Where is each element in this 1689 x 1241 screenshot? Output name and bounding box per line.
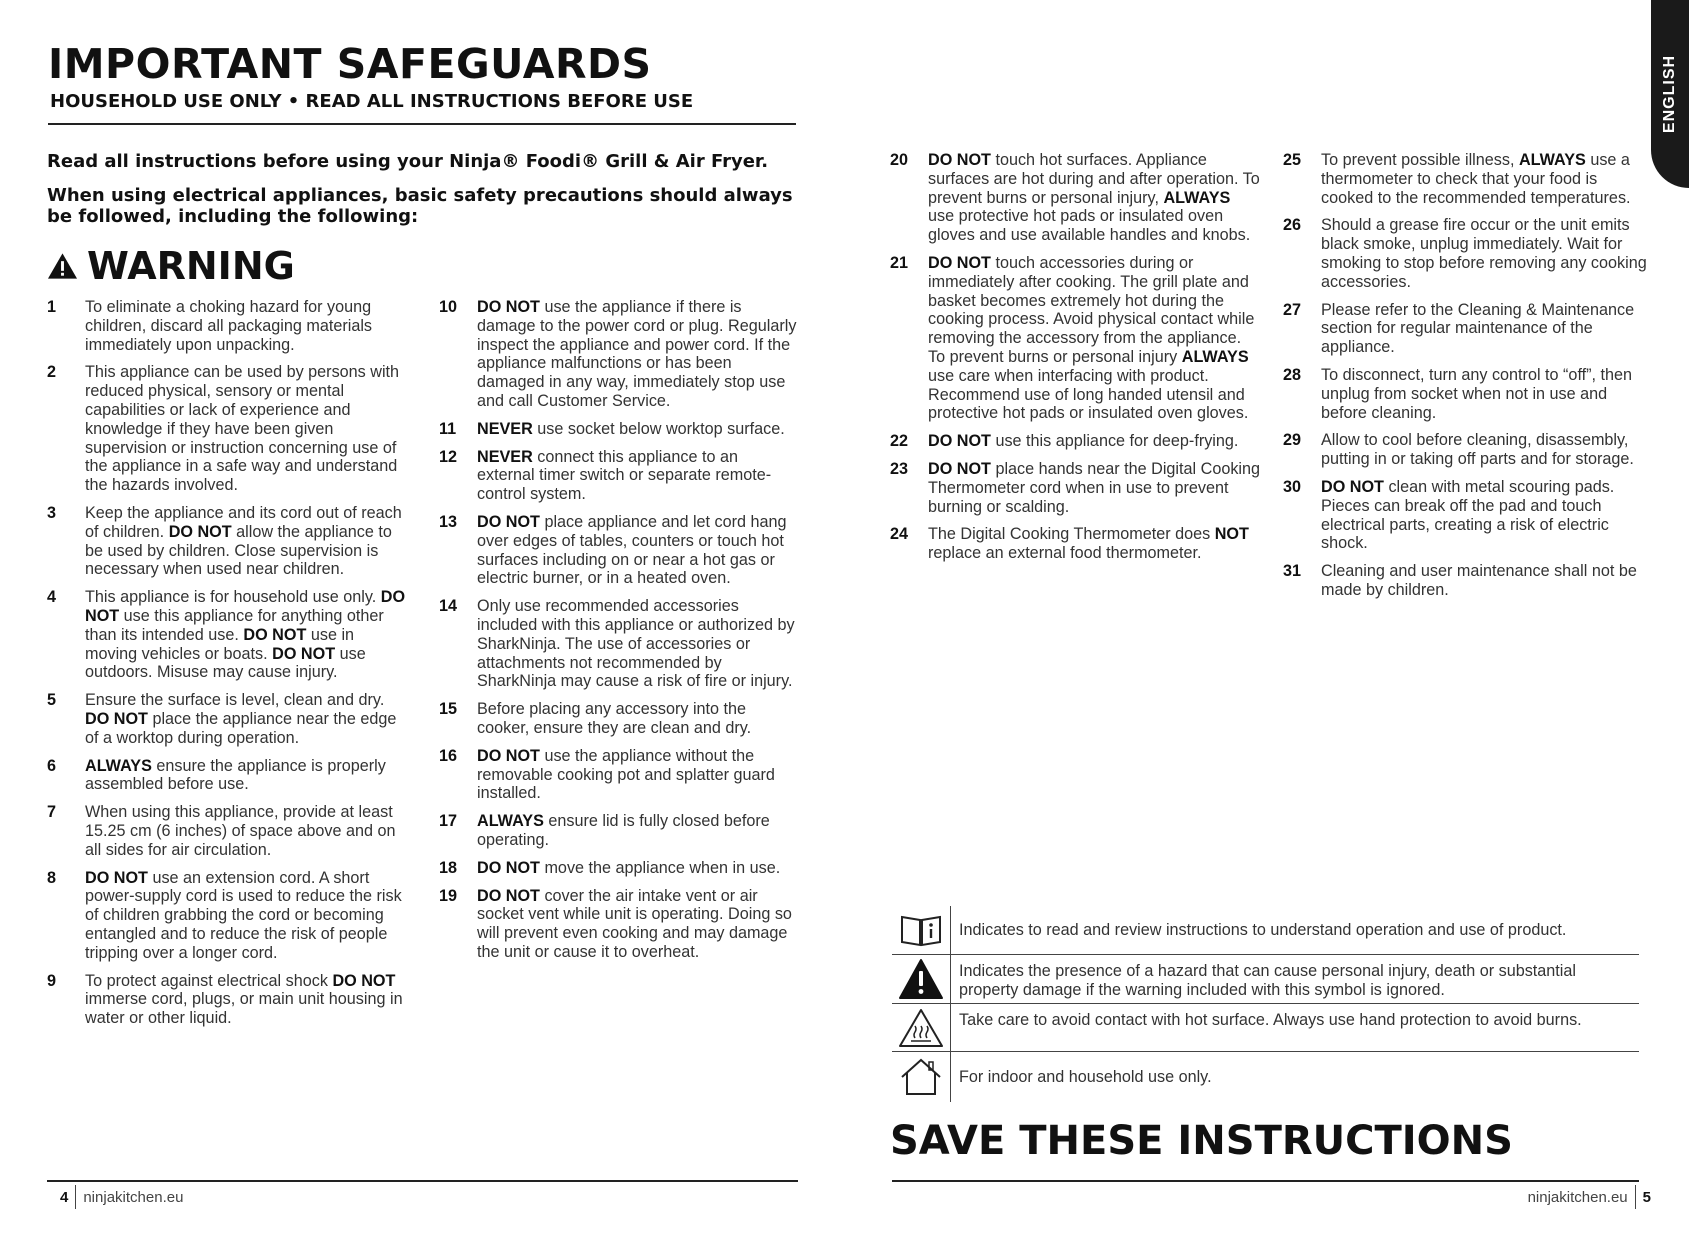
- item-text: This appliance is for household use only. DO NOT use this appliance for anything other than its intended use. DO NOT use in moving vehicles or boats. DO NOT use outdoors. Misuse may cause injury.: [85, 588, 406, 682]
- footer-right: [1528, 1185, 1651, 1209]
- safeguard-item: [439, 298, 799, 411]
- item-number: 13: [439, 512, 458, 531]
- left-page: [0, 0, 844, 1241]
- safeguard-item: [1283, 301, 1653, 357]
- item-number: 27: [1283, 300, 1302, 319]
- item-text: To disconnect, turn any control to “off”, then unplug from socket when not in use and before cleaning.: [1321, 365, 1633, 422]
- item-number: 4: [47, 588, 57, 607]
- safeguard-item: [47, 298, 407, 354]
- safeguard-item: [890, 151, 1260, 245]
- item-number: 29: [1283, 431, 1302, 450]
- language-tab-label: ENGLISH: [1661, 54, 1678, 134]
- footer-separator: [1635, 1185, 1636, 1209]
- safeguard-item: [890, 432, 1260, 451]
- safeguard-column-2: [439, 298, 799, 971]
- item-number: 9: [47, 971, 57, 990]
- safeguard-item: [439, 597, 799, 691]
- symbol-icon-cell: [892, 906, 951, 954]
- item-number: 31: [1283, 562, 1302, 581]
- item-number: 11: [439, 419, 457, 438]
- safeguard-item: [439, 700, 799, 738]
- item-text: DO NOT place appliance and let cord hang over edges of tables, counters or touch hot surfaces including on or near a hot gas or electric burner, or in a heated oven.: [477, 512, 787, 588]
- item-text: DO NOT use an extension cord. A short power-supply cord is used to reduce the risk of children grabbing the cord or becoming entangled and to reduce the risk of people tripping over a longer cord.: [85, 868, 402, 962]
- safeguard-item: [47, 588, 407, 682]
- page-subtitle: HOUSEHOLD USE ONLY • READ ALL INSTRUCTIONS BEFORE USE: [50, 91, 694, 112]
- language-tab: [1651, 0, 1689, 188]
- save-instructions-title: SAVE THESE INSTRUCTIONS: [890, 1118, 1513, 1164]
- item-text: DO NOT touch hot surfaces. Appliance surfaces are hot during and after operation. To prevent burns or personal injury, ALWAYS use protective hot pads or insulated oven gloves and use available handles and knobs.: [928, 151, 1260, 245]
- item-number: 2: [47, 363, 57, 382]
- safeguard-item: [439, 859, 799, 878]
- intro-text-1: Read all instructions before using your Ninja® Foodi® Grill & Air Fryer.: [47, 151, 769, 172]
- symbol-icon-cell: [892, 1052, 951, 1102]
- warning-title: WARNING: [87, 244, 295, 288]
- item-text: ALWAYS ensure lid is fully closed before operating.: [477, 812, 770, 849]
- item-number: 25: [1283, 151, 1302, 169]
- symbol-description: Indicates to read and review instructions to understand operation and use of product.: [959, 921, 1567, 939]
- item-text: DO NOT move the appliance when in use.: [477, 858, 781, 877]
- item-text: Should a grease fire occur or the unit emits black smoke, unplug immediately. Wait for smoking to stop before removing any cooking accessories.: [1321, 216, 1647, 291]
- safeguard-item: [439, 420, 799, 439]
- safeguard-item: [47, 869, 407, 963]
- item-text: DO NOT use the appliance if there is damage to the power cord or plug. Regularly inspect the appliance and power cord. If the appliance malfunctions or has been damaged in any way, immediately stop use and call Customer Service.: [477, 298, 797, 410]
- page-number: 5: [1642, 1188, 1651, 1206]
- symbol-description: Indicates the presence of a hazard that can cause personal injury, death or substantial property damage if the warning included with this symbol is ignored.: [959, 962, 1577, 999]
- divider: [48, 123, 796, 125]
- item-number: 3: [47, 503, 57, 522]
- item-text: Cleaning and user maintenance shall not be made by children.: [1321, 562, 1637, 599]
- item-number: 1: [47, 298, 57, 316]
- item-number: 20: [890, 151, 909, 169]
- item-text: Before placing any accessory into the cooker, ensure they are clean and dry.: [477, 700, 752, 737]
- warning-icon: [47, 252, 78, 280]
- item-number: 28: [1283, 365, 1302, 384]
- item-text: DO NOT clean with metal scouring pads. Pieces can break off the pad and touch electrical parts, creating a risk of electric shock.: [1321, 477, 1615, 553]
- item-text: The Digital Cooking Thermometer does NOT replace an external food thermometer.: [928, 525, 1249, 563]
- item-number: 17: [439, 812, 458, 831]
- item-text: To eliminate a choking hazard for young children, discard all packaging materials immediately upon unpacking.: [85, 298, 373, 354]
- item-text: DO NOT place hands near the Digital Cooking Thermometer cord when in use to prevent burning or scalding.: [928, 459, 1261, 516]
- item-text: ALWAYS ensure the appliance is properly assembled before use.: [85, 756, 386, 794]
- item-number: 5: [47, 691, 57, 710]
- item-number: 14: [439, 597, 458, 616]
- item-number: 24: [890, 525, 909, 544]
- safeguard-column-1: [47, 298, 407, 1037]
- footer-divider: [47, 1180, 798, 1182]
- house-icon: [898, 1056, 944, 1098]
- safeguard-item: [47, 363, 407, 495]
- safeguard-item: [1283, 216, 1653, 291]
- item-number: 6: [47, 756, 57, 775]
- item-number: 22: [890, 432, 909, 451]
- safeguard-column-4: [1283, 151, 1653, 609]
- item-text: DO NOT use this appliance for deep-frying.: [928, 432, 1239, 451]
- item-text: To protect against electrical shock DO NOT immerse cord, plugs, or main unit housing in water or other liquid.: [85, 971, 403, 1028]
- intro-text-2: When using electrical appliances, basic safety precautions should always be followed, including the following:: [47, 185, 793, 227]
- safeguard-item: [890, 254, 1260, 423]
- safeguard-item: [1283, 478, 1653, 553]
- footer-url[interactable]: ninjakitchen.eu: [83, 1188, 184, 1206]
- item-text: DO NOT touch accessories during or immediately after cooking. The grill plate and basket becomes extremely hot during the cooking process. Avoid physical contact while removing the accessory from the appliance. To prevent burns or personal injury ALWAYS use care when interfacing with product. Recommend use of long handed utensil and protective hot pads or insulated oven gloves.: [928, 253, 1255, 423]
- safeguard-item: [439, 513, 799, 588]
- item-number: 26: [1283, 216, 1302, 235]
- item-number: 23: [890, 459, 909, 478]
- item-text: When using this appliance, provide at least 15.25 cm (6 inches) of space above and on all sides for air circulation.: [85, 803, 396, 859]
- item-text: Only use recommended accessories included with this appliance or authorized by SharkNinja. The use of accessories or attachments not recommended by SharkNinja may cause a risk of fire or injury.: [477, 597, 795, 691]
- item-text: Allow to cool before cleaning, disassembly, putting in or taking off parts and for storage.: [1321, 431, 1634, 469]
- item-number: 8: [47, 868, 57, 887]
- item-text: NEVER connect this appliance to an external timer switch or separate remote-control system.: [477, 447, 772, 504]
- safeguard-item: [47, 691, 407, 747]
- symbol-row: [892, 906, 1639, 955]
- item-number: 19: [439, 886, 458, 905]
- item-text: Keep the appliance and its cord out of reach of children. DO NOT allow the appliance to be used by children. Close supervision is necessary when used near children.: [85, 503, 402, 579]
- book-info-icon: [898, 909, 944, 951]
- item-text: To prevent possible illness, ALWAYS use a thermometer to check that your food is cooked to the recommended temperatures.: [1321, 151, 1631, 207]
- safeguard-item: [1283, 562, 1653, 600]
- symbol-row: [892, 1052, 1639, 1102]
- symbol-row: [892, 955, 1639, 1004]
- safeguard-item: [1283, 366, 1653, 422]
- safeguard-item: [1283, 431, 1653, 469]
- symbol-description: For indoor and household use only.: [959, 1068, 1212, 1086]
- item-text: This appliance can be used by persons with reduced physical, sensory or mental capabilities or lack of experience and knowledge if they have been given supervision or instruction concerning use of the appliance in a safe way and understand the hazards involved.: [85, 363, 400, 495]
- item-text: Ensure the surface is level, clean and dry. DO NOT place the appliance near the edge of a worktop during operation.: [85, 691, 397, 747]
- safeguard-item: [1283, 151, 1653, 207]
- safeguard-item: [47, 504, 407, 579]
- safeguard-item: [439, 812, 799, 850]
- item-number: 18: [439, 858, 458, 877]
- safeguard-column-3: [890, 151, 1260, 572]
- item-text: DO NOT cover the air intake vent or air socket vent while unit is operating. Doing so will prevent even cooking and may damage the unit or cause it to overheat.: [477, 886, 792, 961]
- symbol-description: Take care to avoid contact with hot surface. Always use hand protection to avoid burns.: [959, 1011, 1582, 1029]
- safeguard-item: [439, 887, 799, 962]
- safeguard-item: [439, 448, 799, 504]
- safeguard-item: [890, 525, 1260, 563]
- safeguard-item: [439, 747, 799, 803]
- item-text: DO NOT use the appliance without the removable cooking pot and splatter guard installed.: [477, 746, 775, 803]
- safeguard-item: [47, 803, 407, 859]
- item-number: 21: [890, 253, 909, 272]
- symbol-icon-cell: [892, 1004, 951, 1051]
- symbol-legend: [892, 906, 1639, 1102]
- safeguard-item: [890, 460, 1260, 516]
- item-number: 15: [439, 700, 458, 719]
- hot-surface-icon: [898, 1007, 944, 1049]
- item-number: 10: [439, 298, 458, 316]
- symbol-icon-cell: [892, 955, 951, 1003]
- symbol-row: [892, 1004, 1639, 1052]
- footer-left: [60, 1185, 183, 1209]
- right-page: [845, 0, 1689, 1241]
- safeguard-item: [47, 972, 407, 1028]
- item-text: NEVER use socket below worktop surface.: [477, 419, 785, 438]
- warning-triangle-icon: [898, 958, 944, 1000]
- footer-separator: [75, 1185, 76, 1209]
- item-number: 7: [47, 803, 57, 822]
- page-number: 4: [60, 1188, 69, 1206]
- page-title: IMPORTANT SAFEGUARDS: [48, 40, 652, 88]
- item-number: 30: [1283, 477, 1302, 496]
- footer-url[interactable]: ninjakitchen.eu: [1527, 1188, 1628, 1206]
- item-text: Please refer to the Cleaning & Maintenance section for regular maintenance of the appliance.: [1321, 300, 1635, 357]
- footer-divider: [892, 1180, 1639, 1182]
- item-number: 12: [439, 447, 458, 466]
- warning-heading: [47, 244, 295, 288]
- item-number: 16: [439, 746, 458, 765]
- safeguard-item: [47, 757, 407, 795]
